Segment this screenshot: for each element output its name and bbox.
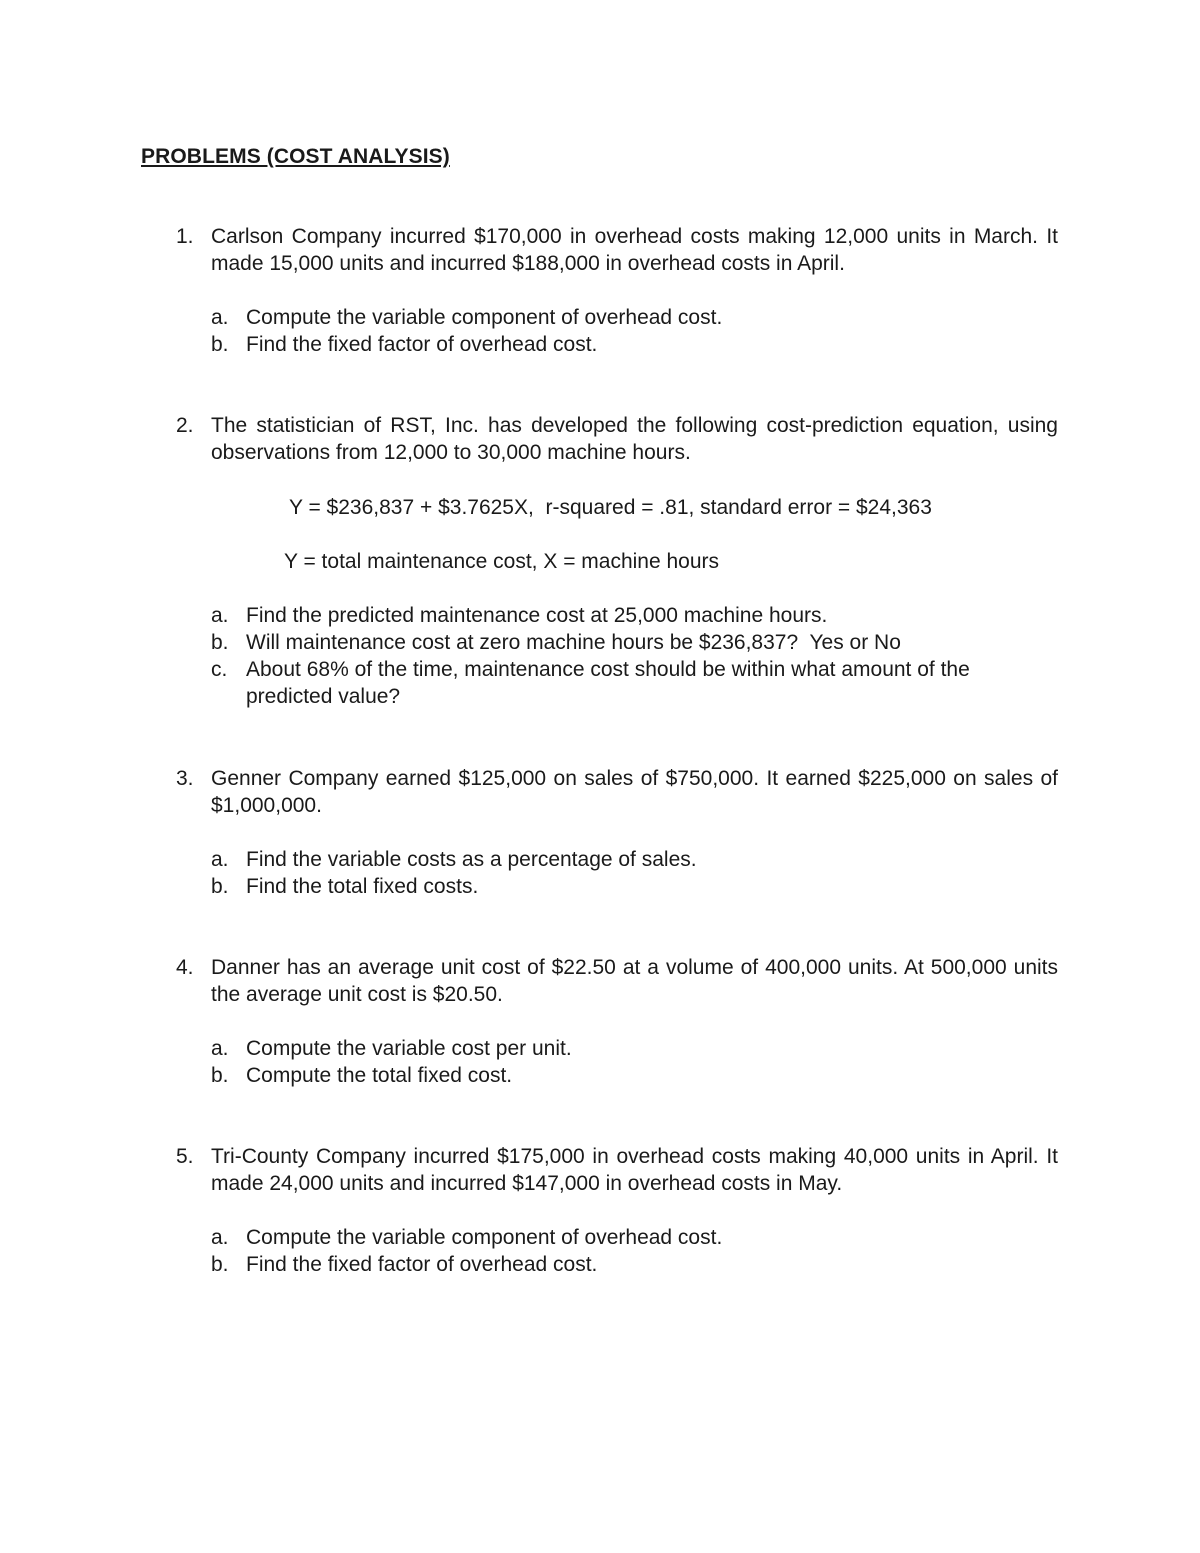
sub-question-letter: b. bbox=[211, 1064, 229, 1087]
sub-question bbox=[211, 1035, 1058, 1062]
problem-4 bbox=[176, 954, 1058, 1089]
sub-question-text: About 68% of the time, maintenance cost should be within what amount of the predicted value? bbox=[246, 658, 970, 708]
sub-question-text: Find the variable costs as a percentage of sales. bbox=[246, 848, 697, 871]
sub-question bbox=[211, 1251, 1058, 1278]
sub-question-letter: b. bbox=[211, 1253, 229, 1276]
sub-question bbox=[211, 873, 1058, 900]
sub-question bbox=[211, 331, 1058, 358]
problem-5 bbox=[176, 1143, 1058, 1278]
sub-question-letter: c. bbox=[211, 658, 228, 681]
sub-question-list bbox=[211, 1035, 1058, 1089]
cost-prediction-equation: Y = $236,837 + $3.7625X, r-squared = .81, standard error = $24,363 bbox=[289, 496, 932, 519]
sub-question-letter: b. bbox=[211, 631, 229, 654]
sub-question-text: Find the fixed factor of overhead cost. bbox=[246, 1253, 598, 1276]
sub-question-letter: a. bbox=[211, 1037, 229, 1060]
sub-question bbox=[211, 1062, 1058, 1089]
sub-question-text: Will maintenance cost at zero machine hours be $236,837? Yes or No bbox=[246, 631, 901, 654]
sub-question-text: Find the predicted maintenance cost at 25,000 machine hours. bbox=[246, 604, 828, 627]
sub-question-text: Find the fixed factor of overhead cost. bbox=[246, 333, 598, 356]
problem-number: 5. bbox=[176, 1145, 194, 1168]
sub-question-text: Compute the variable component of overhead cost. bbox=[246, 1226, 723, 1249]
sub-question bbox=[211, 629, 1058, 656]
problem-2 bbox=[176, 412, 1058, 466]
sub-question-letter: a. bbox=[211, 1226, 229, 1249]
sub-question bbox=[211, 304, 1058, 331]
problem-number: 1. bbox=[176, 225, 194, 248]
sub-question-list bbox=[211, 1224, 1058, 1278]
sub-question-letter: a. bbox=[211, 604, 229, 627]
sub-question-text: Compute the variable cost per unit. bbox=[246, 1037, 572, 1060]
problem-text: Genner Company earned $125,000 on sales of $750,000. It earned $225,000 on sales of $1,000,000. bbox=[211, 767, 1058, 817]
sub-question-text: Compute the total fixed cost. bbox=[246, 1064, 513, 1087]
problem-text: Carlson Company incurred $170,000 in overhead costs making 12,000 units in March. It made 15,000 units and incurred $188,000 in overhead costs in April. bbox=[211, 225, 1058, 275]
sub-question bbox=[211, 1224, 1058, 1251]
problem-1 bbox=[176, 223, 1058, 358]
sub-question-letter: b. bbox=[211, 333, 229, 356]
problem-number: 3. bbox=[176, 767, 194, 790]
problem-number: 2. bbox=[176, 414, 194, 437]
sub-question-list bbox=[211, 304, 1058, 358]
sub-question-letter: a. bbox=[211, 306, 229, 329]
sub-question-list bbox=[211, 602, 1058, 710]
problem-number: 4. bbox=[176, 956, 194, 979]
sub-question-list bbox=[211, 846, 1058, 900]
variable-definition: Y = total maintenance cost, X = machine hours bbox=[284, 550, 720, 573]
sub-question bbox=[211, 602, 1058, 629]
problem-3 bbox=[176, 765, 1058, 900]
sub-question-text: Find the total fixed costs. bbox=[246, 875, 479, 898]
sub-question-letter: a. bbox=[211, 848, 229, 871]
problem-text: Danner has an average unit cost of $22.50 at a volume of 400,000 units. At 500,000 units the average unit cost is $20.50. bbox=[211, 956, 1058, 1006]
sub-question bbox=[211, 846, 1058, 873]
problem-text: Tri-County Company incurred $175,000 in overhead costs making 40,000 units in April. It made 24,000 units and incurred $147,000 in overhead costs in May. bbox=[211, 1145, 1058, 1195]
page-title: PROBLEMS (COST ANALYSIS) bbox=[141, 145, 450, 168]
sub-question bbox=[211, 656, 1058, 710]
sub-question-text: Compute the variable component of overhead cost. bbox=[246, 306, 723, 329]
sub-question-letter: b. bbox=[211, 875, 229, 898]
problem-text: The statistician of RST, Inc. has developed the following cost-prediction equation, using observations from 12,000 to 30,000 machine hours. bbox=[211, 414, 1058, 464]
